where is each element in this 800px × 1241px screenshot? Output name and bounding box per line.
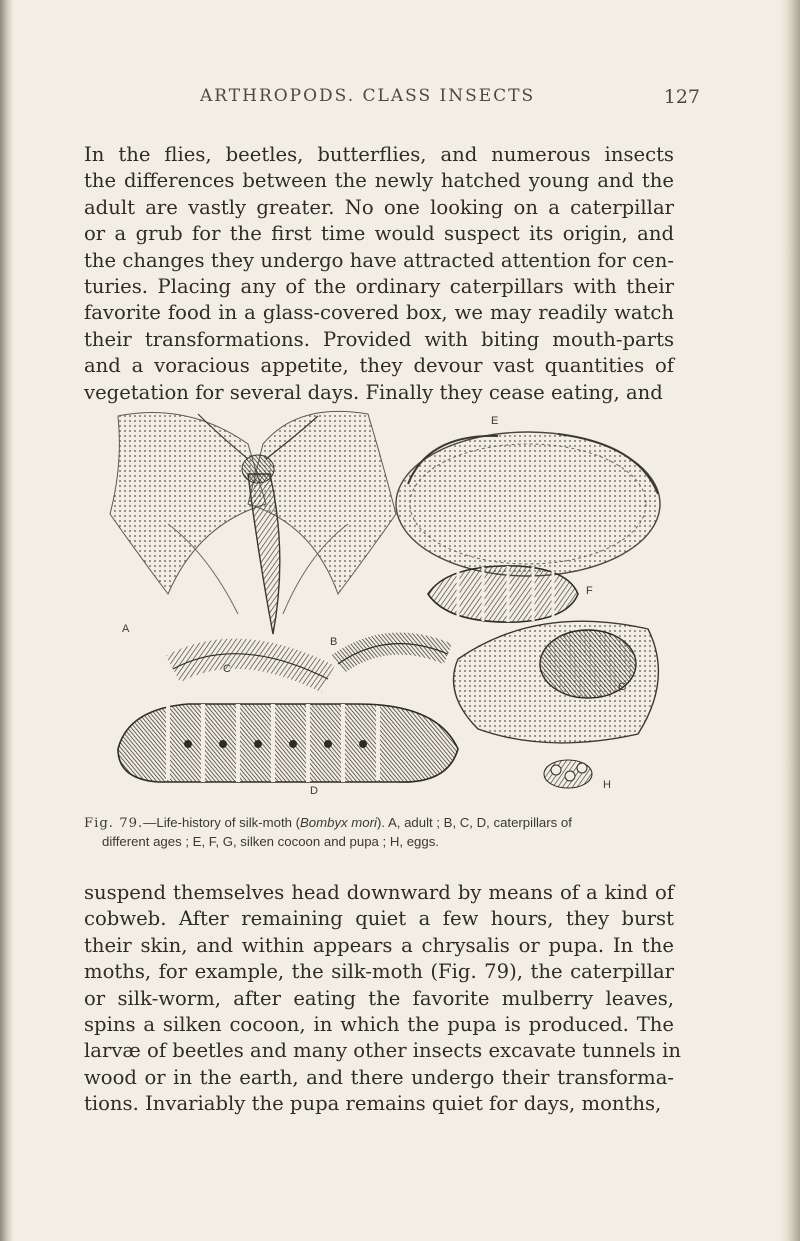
paragraph-1 [84, 142, 674, 406]
text-line: or a grub for the first time would suspect its origin, and [84, 222, 674, 246]
text-line: suspend themselves head downward by means of a kind of [84, 881, 674, 904]
text-line: or silk-worm, after eating the favorite mulberry leaves, [84, 986, 674, 1010]
text-line: the changes they undergo have attracted attention for cen- [84, 248, 674, 272]
page-number: 127 [663, 86, 700, 108]
page-edge-right [780, 0, 800, 1241]
mature-caterpillar-drawing [118, 704, 458, 782]
text-line: In the flies, beetles, butterflies, and numerous insects [84, 143, 674, 166]
page-edge-left [0, 0, 14, 1241]
caption-text: —Life-history of silk-moth ( [143, 815, 300, 830]
caption-line-2: different ages ; E, F, G, silken cocoon and pupa ; H, eggs. [102, 834, 439, 849]
pupa-drawing [428, 566, 578, 622]
text-line: turies. Placing any of the ordinary caterpillars with their [84, 275, 674, 299]
running-head-title: ARTHROPODS. CLASS INSECTS [200, 86, 536, 106]
open-cocoon-drawing [454, 621, 659, 743]
paragraph-2 [84, 880, 681, 1118]
caption-species: Bombyx mori [300, 815, 377, 830]
text-line: spins a silken cocoon, in which the pupa is produced. The [84, 1013, 674, 1037]
text-line: vegetation for several days. Finally they cease eating, and [84, 380, 663, 404]
label-b: B [330, 636, 338, 648]
text-line: favorite food in a glass-covered box, we may readily watch [84, 301, 674, 325]
label-a: A [122, 623, 130, 635]
eggs-drawing [544, 760, 592, 788]
figure-number: Fig. 79. [84, 816, 144, 831]
label-c: C [223, 663, 231, 675]
text-line: their skin, and within appears a chrysalis or pupa. In the [84, 933, 674, 957]
figure-caption [84, 814, 684, 851]
adult-moth-drawing [110, 411, 396, 634]
text-line: cobweb. After remaining quiet a few hours, they burst [84, 907, 674, 931]
text-line: and a voracious appetite, they devour vast quantities of [84, 354, 674, 378]
label-f: F [586, 585, 593, 597]
caption-text-rest: ). A, adult ; B, C, D, caterpillars of [376, 815, 572, 830]
text-line: wood or in the earth, and there undergo their transforma- [84, 1065, 674, 1089]
label-h: H [603, 779, 611, 791]
young-caterpillar-drawing [338, 644, 448, 664]
label-d: D [310, 785, 318, 797]
text-line: larvæ of beetles and many other insects excavate tunnels in [84, 1039, 681, 1063]
text-line: tions. Invariably the pupa remains quiet for days, months, [84, 1092, 662, 1116]
running-head [200, 86, 700, 112]
cocoon-drawing [396, 432, 660, 576]
medium-caterpillar-drawing [173, 654, 328, 679]
label-g: G [618, 681, 627, 693]
text-line: their transformations. Provided with biting mouth-parts [84, 327, 674, 351]
label-e: E [491, 415, 499, 427]
silk-moth-life-history-illustration [98, 404, 678, 804]
text-line: moths, for example, the silk-moth (Fig. 79), the caterpillar [84, 960, 674, 984]
text-line: adult are vastly greater. No one looking on a caterpillar [84, 195, 674, 219]
text-line: the differences between the newly hatched young and the [84, 169, 674, 193]
